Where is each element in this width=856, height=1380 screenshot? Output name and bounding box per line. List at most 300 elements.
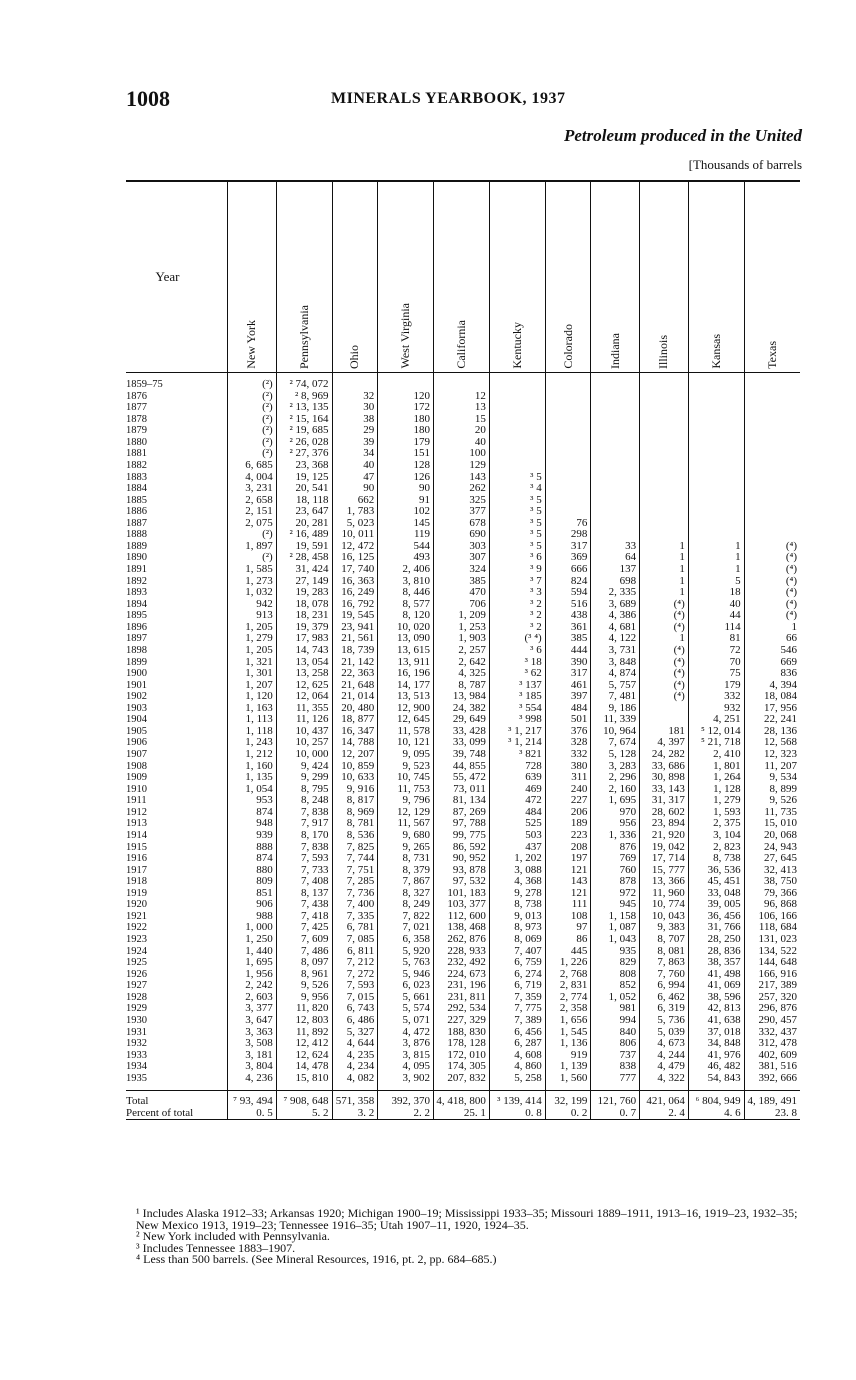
value-cell: 5, 128 bbox=[591, 749, 640, 761]
value-cell: 181 bbox=[640, 726, 689, 738]
value-cell: 96, 868 bbox=[744, 899, 800, 911]
value-cell: 13, 911 bbox=[378, 657, 434, 669]
value-cell: 1, 043 bbox=[591, 934, 640, 946]
value-cell bbox=[545, 495, 591, 507]
table-body bbox=[126, 373, 800, 1091]
value-cell: 64 bbox=[591, 552, 640, 564]
value-cell: 311 bbox=[545, 772, 591, 784]
value-cell: 484 bbox=[489, 807, 545, 819]
value-cell: 31, 317 bbox=[640, 795, 689, 807]
value-cell bbox=[640, 472, 689, 484]
year-cell: 1900 bbox=[126, 668, 147, 680]
value-cell: 390 bbox=[545, 657, 591, 669]
value-cell bbox=[489, 373, 545, 391]
value-cell: ³ 6 bbox=[489, 645, 545, 657]
value-cell: 66 bbox=[744, 633, 800, 645]
year-cell: 1906 bbox=[126, 737, 147, 749]
value-cell: 312, 478 bbox=[744, 1038, 800, 1050]
value-cell: 7, 359 bbox=[489, 992, 545, 1004]
table-row bbox=[126, 772, 800, 784]
column-header bbox=[640, 181, 689, 373]
value-cell: ³ 2 bbox=[489, 599, 545, 611]
value-cell: 172, 010 bbox=[434, 1050, 490, 1062]
value-cell: 1 bbox=[688, 564, 744, 576]
value-cell: 12, 624 bbox=[276, 1050, 332, 1062]
year-cell: 1883 bbox=[126, 471, 147, 483]
value-cell: 317 bbox=[545, 541, 591, 553]
value-cell: 41, 638 bbox=[688, 1015, 744, 1027]
value-cell: 118, 684 bbox=[744, 922, 800, 934]
year-cell: 1917 bbox=[126, 864, 147, 876]
year-cell: 1926 bbox=[126, 968, 147, 980]
value-cell: 13, 258 bbox=[276, 668, 332, 680]
column-header bbox=[688, 181, 744, 373]
value-cell: 6, 456 bbox=[489, 1027, 545, 1039]
value-cell: 840 bbox=[591, 1027, 640, 1039]
value-cell: 223 bbox=[545, 830, 591, 842]
value-cell: 760 bbox=[591, 865, 640, 877]
value-cell: 1, 253 bbox=[434, 622, 490, 634]
table-row bbox=[126, 1050, 800, 1062]
value-cell: 10, 011 bbox=[332, 529, 378, 541]
value-cell bbox=[434, 373, 490, 391]
year-cell: 1884 bbox=[126, 483, 147, 495]
value-cell bbox=[640, 460, 689, 472]
value-cell: 22, 363 bbox=[332, 668, 378, 680]
value-cell: 11, 355 bbox=[276, 703, 332, 715]
table-row bbox=[126, 1027, 800, 1039]
value-cell bbox=[489, 391, 545, 403]
year-cell: 1893 bbox=[126, 587, 147, 599]
year-cell: 1924 bbox=[126, 945, 147, 957]
value-cell: (²) bbox=[228, 373, 277, 391]
value-cell: 75 bbox=[688, 668, 744, 680]
value-cell: 44 bbox=[688, 610, 744, 622]
value-cell: 6, 781 bbox=[332, 922, 378, 934]
value-cell: 437 bbox=[489, 842, 545, 854]
table-row bbox=[126, 888, 800, 900]
year-cell: 1895 bbox=[126, 610, 147, 622]
table-row bbox=[126, 957, 800, 969]
value-cell: 7, 425 bbox=[276, 922, 332, 934]
value-cell: 1, 135 bbox=[228, 772, 277, 784]
value-cell: 8, 170 bbox=[276, 830, 332, 842]
year-cell: 1910 bbox=[126, 783, 147, 795]
year-cell: 1934 bbox=[126, 1061, 147, 1073]
year-cell: 1889 bbox=[126, 540, 147, 552]
value-cell bbox=[640, 373, 689, 391]
value-cell bbox=[591, 460, 640, 472]
total-label: Total bbox=[126, 1091, 228, 1108]
value-cell: (⁴) bbox=[744, 599, 800, 611]
value-cell: 298 bbox=[545, 529, 591, 541]
value-cell: (⁴) bbox=[744, 587, 800, 599]
value-cell: 7, 015 bbox=[332, 992, 378, 1004]
table-row bbox=[126, 842, 800, 854]
value-cell: 24, 382 bbox=[434, 703, 490, 715]
year-cell: 1919 bbox=[126, 887, 147, 899]
column-header bbox=[744, 181, 800, 373]
value-cell: 8, 973 bbox=[489, 922, 545, 934]
value-cell: (²) bbox=[228, 437, 277, 449]
table-row bbox=[126, 749, 800, 761]
value-cell: 40 bbox=[688, 599, 744, 611]
value-cell: 14, 177 bbox=[378, 680, 434, 692]
total-cell: 421, 064 bbox=[640, 1091, 689, 1108]
value-cell bbox=[640, 391, 689, 403]
value-cell: 8, 081 bbox=[640, 946, 689, 958]
value-cell bbox=[545, 448, 591, 460]
total-cell: 571, 358 bbox=[332, 1091, 378, 1108]
year-cell: 1918 bbox=[126, 876, 147, 888]
value-cell: 6, 994 bbox=[640, 980, 689, 992]
value-cell: 8, 731 bbox=[378, 853, 434, 865]
value-cell: 11, 820 bbox=[276, 1003, 332, 1015]
value-cell: 262, 876 bbox=[434, 934, 490, 946]
value-cell: 73, 011 bbox=[434, 784, 490, 796]
value-cell: 20, 480 bbox=[332, 703, 378, 715]
table-row bbox=[126, 818, 800, 830]
column-header bbox=[332, 181, 378, 373]
value-cell bbox=[591, 391, 640, 403]
column-header-label: Kansas bbox=[708, 334, 723, 369]
year-cell: 1927 bbox=[126, 980, 147, 992]
table-row bbox=[126, 460, 800, 472]
value-cell: 876 bbox=[591, 842, 640, 854]
value-cell: 2, 823 bbox=[688, 842, 744, 854]
value-cell: 179 bbox=[378, 437, 434, 449]
value-cell: 2, 603 bbox=[228, 992, 277, 1004]
year-cell: 1921 bbox=[126, 910, 147, 922]
value-cell: 21, 014 bbox=[332, 691, 378, 703]
value-cell: 14, 788 bbox=[332, 737, 378, 749]
value-cell: 10, 257 bbox=[276, 737, 332, 749]
value-cell: 101, 183 bbox=[434, 888, 490, 900]
value-cell: 7, 733 bbox=[276, 865, 332, 877]
value-cell: 932 bbox=[688, 703, 744, 715]
value-cell: ³ 821 bbox=[489, 749, 545, 761]
value-cell: 20, 068 bbox=[744, 830, 800, 842]
value-cell: 97 bbox=[545, 922, 591, 934]
year-column-header: Year bbox=[126, 181, 228, 373]
table-row bbox=[126, 610, 800, 622]
value-cell: 1, 783 bbox=[332, 506, 378, 518]
value-cell: 874 bbox=[228, 853, 277, 865]
value-cell: 1, 000 bbox=[228, 922, 277, 934]
value-cell: 290, 457 bbox=[744, 1015, 800, 1027]
value-cell: 2, 151 bbox=[228, 506, 277, 518]
value-cell: 2, 358 bbox=[545, 1003, 591, 1015]
value-cell bbox=[688, 425, 744, 437]
value-cell: 11, 753 bbox=[378, 784, 434, 796]
value-cell: 18, 231 bbox=[276, 610, 332, 622]
value-cell: 108 bbox=[545, 911, 591, 923]
value-cell: 1, 205 bbox=[228, 645, 277, 657]
value-cell: 38, 357 bbox=[688, 957, 744, 969]
value-cell: 178, 128 bbox=[434, 1038, 490, 1050]
value-cell bbox=[688, 414, 744, 426]
value-cell: 2, 406 bbox=[378, 564, 434, 576]
value-cell: 493 bbox=[378, 552, 434, 564]
value-cell: 90 bbox=[332, 483, 378, 495]
value-cell bbox=[591, 373, 640, 391]
value-cell: 392, 666 bbox=[744, 1073, 800, 1091]
value-cell: 10, 859 bbox=[332, 761, 378, 773]
value-cell: 361 bbox=[545, 622, 591, 634]
value-cell: 8, 327 bbox=[378, 888, 434, 900]
year-cell: 1904 bbox=[126, 714, 147, 726]
value-cell: 121 bbox=[545, 888, 591, 900]
value-cell: 3, 647 bbox=[228, 1015, 277, 1027]
table-row bbox=[126, 645, 800, 657]
value-cell: 262 bbox=[434, 483, 490, 495]
year-cell: 1935 bbox=[126, 1072, 147, 1084]
value-cell: 9, 956 bbox=[276, 992, 332, 1004]
value-cell: 86, 592 bbox=[434, 842, 490, 854]
value-cell: 1, 158 bbox=[591, 911, 640, 923]
value-cell: 13, 513 bbox=[378, 691, 434, 703]
value-cell: 28, 602 bbox=[640, 807, 689, 819]
value-cell: 1 bbox=[640, 587, 689, 599]
value-cell: 9, 186 bbox=[591, 703, 640, 715]
value-cell: 24, 943 bbox=[744, 842, 800, 854]
table-row bbox=[126, 830, 800, 842]
value-cell bbox=[744, 529, 800, 541]
value-cell: 81, 134 bbox=[434, 795, 490, 807]
value-cell: 5, 920 bbox=[378, 946, 434, 958]
value-cell: 32 bbox=[332, 391, 378, 403]
value-cell: 8, 097 bbox=[276, 957, 332, 969]
value-cell: 33, 048 bbox=[688, 888, 744, 900]
value-cell: 9, 383 bbox=[640, 922, 689, 934]
value-cell: 7, 751 bbox=[332, 865, 378, 877]
value-cell: 1 bbox=[640, 633, 689, 645]
value-cell: 6, 685 bbox=[228, 460, 277, 472]
value-cell: (³ ⁴) bbox=[489, 633, 545, 645]
percent-cell: 4. 6 bbox=[688, 1107, 744, 1120]
value-cell: 31, 424 bbox=[276, 564, 332, 576]
value-cell: 4, 251 bbox=[688, 714, 744, 726]
value-cell: 12, 323 bbox=[744, 749, 800, 761]
value-cell: (⁴) bbox=[640, 610, 689, 622]
table-row bbox=[126, 495, 800, 507]
value-cell: 197 bbox=[545, 853, 591, 865]
year-cell: 1882 bbox=[126, 459, 147, 471]
page-header bbox=[126, 86, 806, 112]
value-cell: 10, 964 bbox=[591, 726, 640, 738]
value-cell: 10, 774 bbox=[640, 899, 689, 911]
value-cell: 4, 236 bbox=[228, 1073, 277, 1091]
percent-cell: 0. 5 bbox=[228, 1107, 277, 1120]
value-cell: 698 bbox=[591, 576, 640, 588]
value-cell: 7, 408 bbox=[276, 876, 332, 888]
value-cell: 8, 738 bbox=[688, 853, 744, 865]
value-cell: 111 bbox=[545, 899, 591, 911]
total-cell: ⁶ 804, 949 bbox=[688, 1091, 744, 1108]
value-cell: 19, 042 bbox=[640, 842, 689, 854]
value-cell: 2, 410 bbox=[688, 749, 744, 761]
value-cell: 4, 368 bbox=[489, 876, 545, 888]
value-cell bbox=[688, 373, 744, 391]
year-cell: 1902 bbox=[126, 691, 147, 703]
value-cell: 1 bbox=[640, 564, 689, 576]
year-cell: 1897 bbox=[126, 633, 147, 645]
value-cell: 7, 285 bbox=[332, 876, 378, 888]
value-cell: (⁴) bbox=[744, 552, 800, 564]
value-cell: 1, 593 bbox=[688, 807, 744, 819]
value-cell: 6, 358 bbox=[378, 934, 434, 946]
value-cell: ³ 18 bbox=[489, 657, 545, 669]
value-cell bbox=[591, 483, 640, 495]
value-cell: 525 bbox=[489, 818, 545, 830]
value-cell: 9, 796 bbox=[378, 795, 434, 807]
value-cell: ⁵ 21, 718 bbox=[688, 737, 744, 749]
value-cell: 138, 468 bbox=[434, 922, 490, 934]
value-cell: 7, 389 bbox=[489, 1015, 545, 1027]
value-cell: 516 bbox=[545, 599, 591, 611]
value-cell: 54, 843 bbox=[688, 1073, 744, 1091]
value-cell bbox=[640, 414, 689, 426]
value-cell bbox=[591, 518, 640, 530]
table-row bbox=[126, 622, 800, 634]
value-cell: 981 bbox=[591, 1003, 640, 1015]
value-cell: 12, 625 bbox=[276, 680, 332, 692]
value-cell: 1 bbox=[640, 552, 689, 564]
value-cell: 72 bbox=[688, 645, 744, 657]
value-cell: 6, 811 bbox=[332, 946, 378, 958]
value-cell: 7, 838 bbox=[276, 842, 332, 854]
year-cell: 1914 bbox=[126, 829, 147, 841]
value-cell: 39 bbox=[332, 437, 378, 449]
value-cell: 45, 451 bbox=[688, 876, 744, 888]
value-cell: ³ 4 bbox=[489, 483, 545, 495]
value-cell: 8, 781 bbox=[332, 818, 378, 830]
value-cell: 7, 438 bbox=[276, 899, 332, 911]
value-cell: 41, 976 bbox=[688, 1050, 744, 1062]
value-cell: 2, 831 bbox=[545, 980, 591, 992]
table-row bbox=[126, 784, 800, 796]
value-cell: 7, 335 bbox=[332, 911, 378, 923]
percent-row bbox=[126, 1107, 800, 1120]
year-cell: 1877 bbox=[126, 402, 147, 414]
value-cell: 2, 642 bbox=[434, 657, 490, 669]
year-cell: 1915 bbox=[126, 841, 147, 853]
value-cell: 217, 389 bbox=[744, 980, 800, 992]
value-cell bbox=[744, 402, 800, 414]
value-cell: 4, 860 bbox=[489, 1061, 545, 1073]
value-cell: 906 bbox=[228, 899, 277, 911]
page-number: 1008 bbox=[126, 86, 170, 111]
value-cell: 21, 648 bbox=[332, 680, 378, 692]
value-cell: 438 bbox=[545, 610, 591, 622]
value-cell: 106, 166 bbox=[744, 911, 800, 923]
value-cell: ³ 998 bbox=[489, 714, 545, 726]
value-cell bbox=[591, 414, 640, 426]
value-cell bbox=[688, 437, 744, 449]
value-cell bbox=[640, 703, 689, 715]
value-cell: 666 bbox=[545, 564, 591, 576]
table-row bbox=[126, 425, 800, 437]
value-cell: 377 bbox=[434, 506, 490, 518]
percent-cell: 2. 2 bbox=[378, 1107, 434, 1120]
value-cell: 12, 472 bbox=[332, 541, 378, 553]
value-cell: 7, 593 bbox=[276, 853, 332, 865]
value-cell: 11, 892 bbox=[276, 1027, 332, 1039]
value-cell: 546 bbox=[744, 645, 800, 657]
value-cell: 24, 282 bbox=[640, 749, 689, 761]
value-cell: 44, 855 bbox=[434, 761, 490, 773]
year-cell: 1922 bbox=[126, 922, 147, 934]
value-cell: 737 bbox=[591, 1050, 640, 1062]
value-cell: 325 bbox=[434, 495, 490, 507]
year-cell: 1876 bbox=[126, 390, 147, 402]
value-cell: (⁴) bbox=[744, 564, 800, 576]
value-cell bbox=[688, 402, 744, 414]
footnote: ² New York included with Pennsylvania. bbox=[136, 1229, 330, 1243]
value-cell: 7, 609 bbox=[276, 934, 332, 946]
value-cell: 3, 088 bbox=[489, 865, 545, 877]
value-cell: 33, 099 bbox=[434, 737, 490, 749]
value-cell: 4, 644 bbox=[332, 1038, 378, 1050]
value-cell: 227, 329 bbox=[434, 1015, 490, 1027]
value-cell: 2, 774 bbox=[545, 992, 591, 1004]
value-cell: 36, 456 bbox=[688, 911, 744, 923]
value-cell: 228, 933 bbox=[434, 946, 490, 958]
value-cell: ³ 5 bbox=[489, 506, 545, 518]
value-cell: 13, 090 bbox=[378, 633, 434, 645]
value-cell: 1, 032 bbox=[228, 587, 277, 599]
value-cell: 21, 142 bbox=[332, 657, 378, 669]
value-cell bbox=[545, 437, 591, 449]
value-cell bbox=[640, 506, 689, 518]
value-cell: 4, 394 bbox=[744, 680, 800, 692]
value-cell: 81 bbox=[688, 633, 744, 645]
value-cell: 93, 878 bbox=[434, 865, 490, 877]
value-cell bbox=[545, 506, 591, 518]
value-cell: 1 bbox=[688, 541, 744, 553]
year-cell: 1911 bbox=[126, 795, 147, 807]
value-cell: 11, 960 bbox=[640, 888, 689, 900]
year-cell: 1894 bbox=[126, 598, 147, 610]
value-cell: 769 bbox=[591, 853, 640, 865]
value-cell bbox=[744, 373, 800, 391]
value-cell: 29 bbox=[332, 425, 378, 437]
value-cell: 9, 278 bbox=[489, 888, 545, 900]
value-cell: 5, 039 bbox=[640, 1027, 689, 1039]
value-cell: 8, 961 bbox=[276, 969, 332, 981]
value-cell bbox=[640, 425, 689, 437]
table-row bbox=[126, 668, 800, 680]
column-header bbox=[228, 181, 277, 373]
percent-cell: 5. 2 bbox=[276, 1107, 332, 1120]
table-row bbox=[126, 737, 800, 749]
value-cell: 10, 020 bbox=[378, 622, 434, 634]
value-cell: 5, 763 bbox=[378, 957, 434, 969]
value-cell: 10, 121 bbox=[378, 737, 434, 749]
value-cell: (⁴) bbox=[744, 541, 800, 553]
value-cell: 30 bbox=[332, 402, 378, 414]
value-cell: 11, 126 bbox=[276, 714, 332, 726]
value-cell: (⁴) bbox=[640, 680, 689, 692]
value-cell: 1, 120 bbox=[228, 691, 277, 703]
table-row bbox=[126, 472, 800, 484]
value-cell: 1, 585 bbox=[228, 564, 277, 576]
value-cell: 33, 686 bbox=[640, 761, 689, 773]
value-cell: 7, 822 bbox=[378, 911, 434, 923]
value-cell: 18, 739 bbox=[332, 645, 378, 657]
value-cell: 380 bbox=[545, 761, 591, 773]
table-row bbox=[126, 564, 800, 576]
